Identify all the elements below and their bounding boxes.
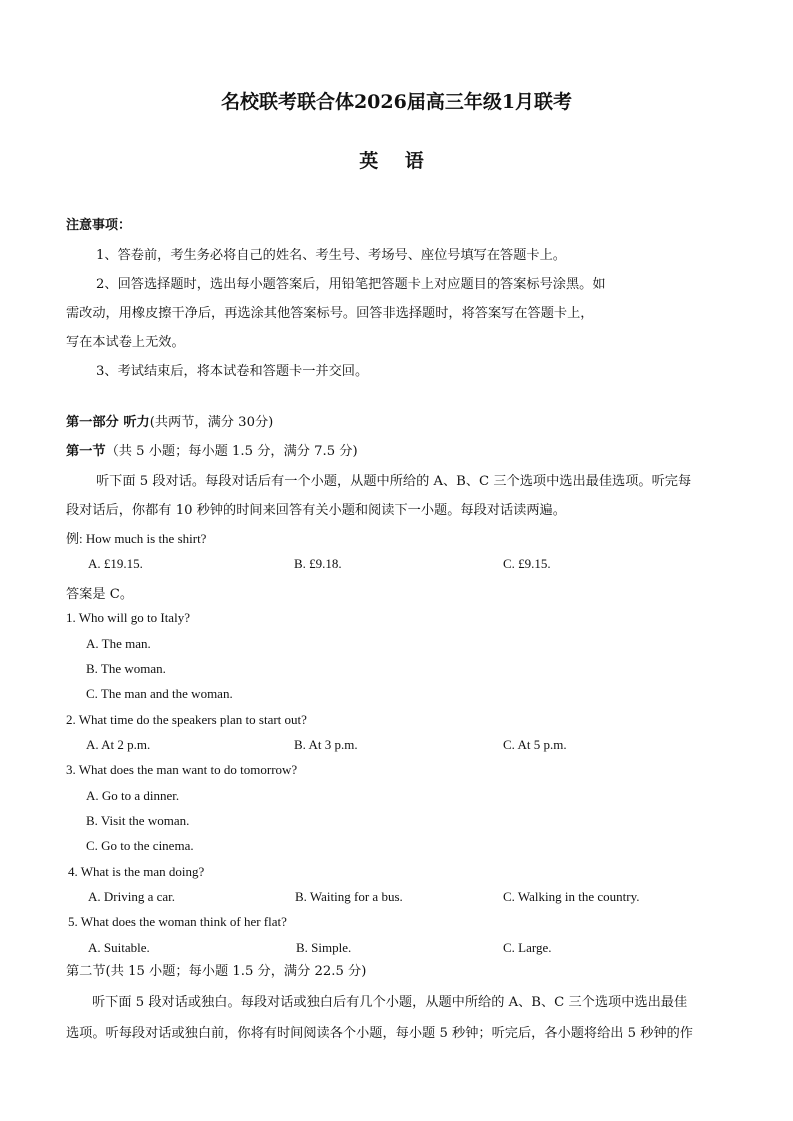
notice-item: 需改动，用橡皮擦干净后，再选涂其他答案标号。回答非选择题时，将答案写在答题卡上， [66, 306, 594, 321]
question-4-option-a: A. Driving a car. [88, 889, 176, 904]
part1-heading-label: 第一部分 听力 [66, 415, 150, 430]
question-1-option-c: C. The man and the woman. [86, 686, 233, 701]
notice-item: 3、考试结束后，将本试卷和答题卡一并交回。 [96, 364, 369, 379]
question-2-option-a: A. At 2 p.m. [86, 737, 151, 752]
example-question: 例: How much is the shirt? [66, 531, 207, 546]
question-1-option-a: A. The man. [86, 636, 151, 651]
question-2-option-c: C. At 5 p.m. [503, 737, 567, 752]
question-5-option-b: B. Simple. [296, 940, 352, 955]
question-2: 2. What time do the speakers plan to start out? [66, 712, 307, 727]
example-answer: 答案是 C。 [66, 587, 134, 602]
notice-heading: 注意事项： [66, 218, 132, 233]
question-3-option-c: C. Go to the cinema. [86, 838, 194, 853]
notice-item: 写在本试卷上无效。 [66, 335, 185, 350]
section1-heading [66, 440, 358, 459]
question-3-option-b: B. Visit the woman. [86, 813, 190, 828]
section1-instruction: 段对话后，你都有 10 秒钟的时间来回答有关小题和阅读下一小题。每段对话读两遍。 [66, 503, 566, 518]
question-4-option-c: C. Walking in the country. [503, 889, 640, 904]
question-3-option-a: A. Go to a dinner. [86, 788, 180, 803]
section1-heading-tail: （共 5 小题；每小题 1.5 分，满分 7.5 分) [105, 444, 358, 459]
notice-item: 1、答卷前，考生务必将自己的姓名、考生号、考场号、座位号填写在答题卡上。 [96, 248, 566, 263]
example-option-a: A. £19.15. [88, 556, 143, 571]
notice-item: 2、回答选择题时，选出每小题答案后，用铅笔把答题卡上对应题目的答案标号涂黑。如 [96, 277, 606, 292]
example-option-b: B. £9.18. [294, 556, 342, 571]
subject-title: 英 语 [359, 150, 434, 172]
part1-heading [66, 411, 273, 430]
question-5-option-c: C. Large. [503, 940, 552, 955]
section2-heading: 第二节(共 15 小题；每小题 1.5 分，满分 22.5 分) [66, 964, 367, 979]
section1-instruction: 听下面 5 段对话。每段对话后有一个小题，从题中所给的 A、B、C 三个选项中选出最佳选项。听完每 [96, 474, 692, 489]
section2-instruction: 听下面 5 段对话或独白。每段对话或独白后有几个小题，从题中所给的 A、B、C 三个选项中选出最佳 [92, 995, 688, 1010]
section2-instruction: 选项。听每段对话或独白前，你将有时间阅读各个小题，每小题 5 秒钟；听完后，各小题将给出 5 秒钟的作 [66, 1026, 693, 1041]
section1-heading-label: 第一节 [66, 444, 106, 459]
example-option-c: C. £9.15. [503, 556, 551, 571]
exam-title: 名校联考联合体2026届高三年级1月联考 [220, 91, 573, 113]
question-5-option-a: A. Suitable. [88, 940, 150, 955]
question-1-option-b: B. The woman. [86, 661, 166, 676]
question-4: 4. What is the man doing? [68, 864, 205, 879]
question-5: 5. What does the woman think of her flat? [68, 914, 287, 929]
question-3: 3. What does the man want to do tomorrow? [66, 762, 298, 777]
question-4-option-b: B. Waiting for a bus. [295, 889, 403, 904]
question-1: 1. Who will go to Italy? [66, 610, 190, 625]
question-2-option-b: B. At 3 p.m. [294, 737, 358, 752]
part1-heading-tail: (共两节，满分 30分) [149, 415, 274, 430]
